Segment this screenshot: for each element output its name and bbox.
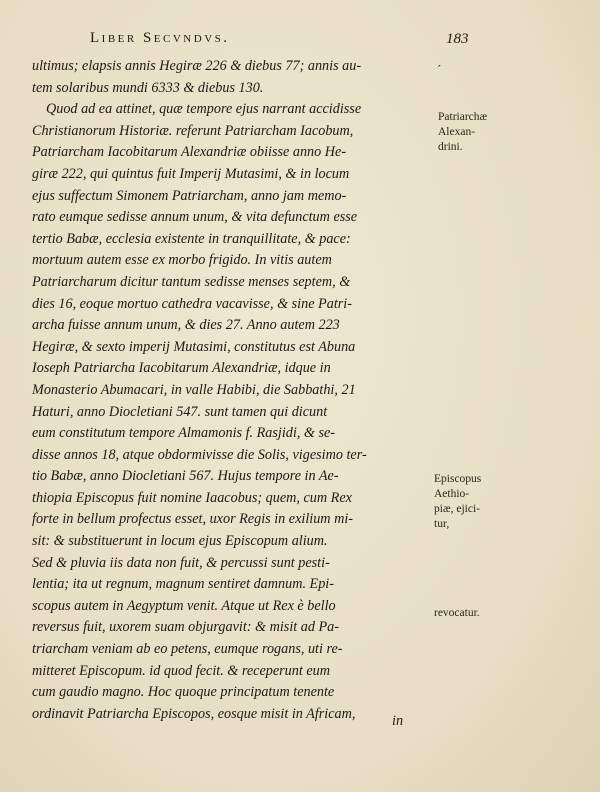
main-text — [32, 56, 432, 725]
catchword: in — [392, 713, 404, 729]
text-line: ultimus; elapsis annis Hegiræ 226 & diebus 77; annis au- — [32, 58, 362, 74]
text-line: sit: & substituerunt in locum ejus Episcopum alium. — [32, 533, 328, 550]
marginal-note-bishop — [434, 472, 544, 532]
text-line: lentia; ita ut regnum, magnum sentiret damnum. Epi- — [32, 576, 334, 593]
text-line: cum gaudio magno. Hoc quoque principatum tenente — [32, 684, 335, 701]
text-line: Hegiræ, & sexto imperij Mutasimi, constitutus est Abuna — [32, 338, 356, 355]
text-line: Haturi, anno Diocletiani 547. sunt tamen qui dicunt — [32, 403, 328, 420]
text-line: ejus suffectum Simonem Patriarcham, anno jam memo- — [32, 187, 347, 204]
text-line: mortuum autem esse ex morbo frigido. In vitis autem — [32, 252, 332, 269]
text-line: triarcham veniam ab eo petens, eumque rogans, uti re- — [32, 641, 343, 658]
text-line: mitteret Episcopum. id quod fecit. & receperunt eum — [32, 662, 330, 679]
text-line: disse annos 18, atque obdormivisse die Solis, vigesimo ter- — [32, 446, 367, 463]
page-number: 183 — [446, 31, 469, 47]
text-line: forte in bellum profectus esset, uxor Regis in exilium mi- — [32, 511, 353, 528]
marginal-line: piæ, ejici- — [434, 503, 480, 515]
text-line: Christianorum Historiæ. referunt Patriarcham Iacobum, — [32, 122, 354, 139]
marginal-line: Episcopus — [434, 473, 482, 485]
text-line: giræ 222, qui quintus fuit Imperij Mutasimi, & in locum — [32, 165, 350, 182]
text-line: tertio Babæ, ecclesia existente in tranquillitate, & pace: — [32, 230, 351, 247]
marginal-line: Aethio- — [434, 488, 470, 500]
text-line: dies 16, eoque mortuo cathedra vacavisse, & sine Patri- — [32, 295, 352, 312]
marginal-note-patriarchs — [438, 110, 548, 155]
text-line: tem solaribus mundi 6333 & diebus 130. — [32, 79, 264, 96]
marginal-line: drini. — [438, 141, 463, 153]
margin-mark: ´ — [437, 62, 442, 77]
text-line: rato eumque sedisse annum unum, & vita defunctum esse — [32, 209, 358, 226]
text-line: Ioseph Patriarcha Iacobitarum Alexandriæ, idque in — [32, 360, 331, 377]
marginal-line: revocatur. — [434, 607, 480, 619]
text-line: tio Babæ, anno Diocletiani 567. Hujus tempore in Ae- — [32, 468, 339, 485]
marginal-line: tur, — [434, 518, 450, 530]
text-line: reversus fuit, uxorem suam objurgavit: & misit ad Pa- — [32, 619, 339, 636]
text-line: ordinavit Patriarcha Episcopos, eosque misit in Africam, — [32, 705, 356, 722]
text-line: archa fuisse annum unum, & dies 27. Anno autem 223 — [32, 317, 340, 334]
text-line: Patriarcham Iacobitarum Alexandriæ obiisse anno He- — [32, 144, 347, 161]
running-title: Liber Secvndvs. — [90, 30, 230, 46]
text-line: Quod ad ea attinet, quæ tempore ejus narrant accidisse — [46, 101, 362, 118]
text-line: scopus autem in Aegyptum venit. Atque ut Rex è bello — [32, 597, 336, 614]
text-line: eum constitutum tempore Almamonis f. Rasjidi, & se- — [32, 425, 336, 442]
marginal-note-recalled — [434, 606, 544, 621]
text-line: thiopia Episcopus fuit nomine Iaacobus; quem, cum Rex — [32, 489, 352, 506]
marginal-line: Alexan- — [438, 126, 476, 138]
marginal-line: Patriarchæ — [438, 111, 488, 123]
text-line: Sed & pluvia iis data non fuit, & percussi sunt pesti- — [32, 554, 330, 571]
text-line: Monasterio Abumacari, in valle Habibi, die Sabbathi, 21 — [32, 381, 356, 398]
text-line: Patriarcharum dicitur tantum sedisse menses septem, & — [32, 273, 351, 290]
